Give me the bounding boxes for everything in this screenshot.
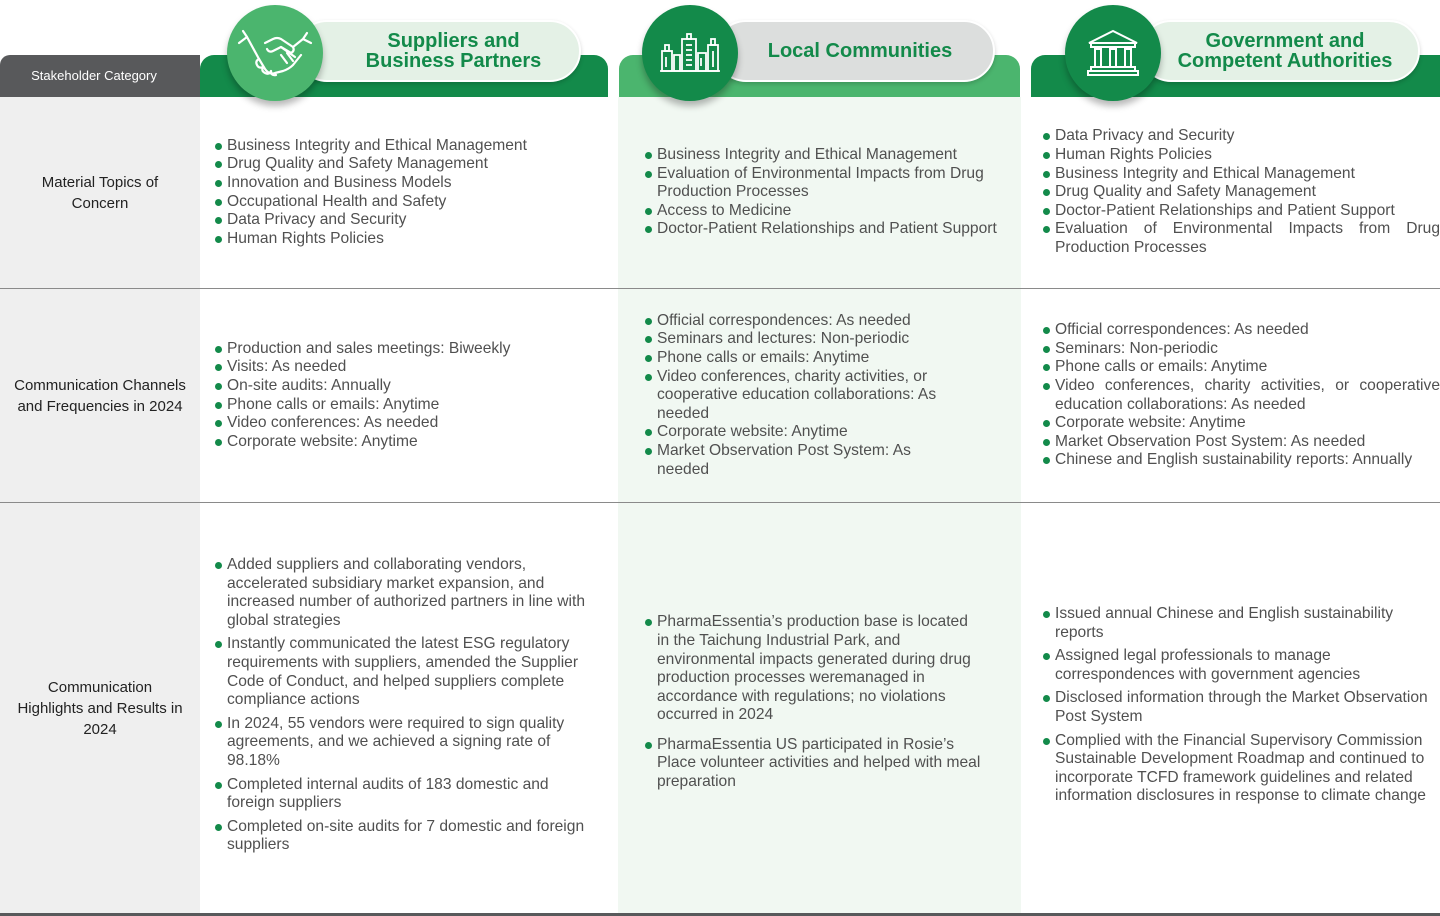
bullet-item: Complied with the Financial Supervisory Commission Sustainable Development Roadmap and continued to incorporate TCFD framework guidelines and related information disclosures in response to climate change bbox=[1042, 732, 1440, 806]
bullet-item: Corporate website: Anytime bbox=[1042, 414, 1440, 433]
bullet-item: Video conferences: As needed bbox=[214, 414, 510, 433]
bullet-item: Drug Quality and Safety Management bbox=[214, 155, 527, 174]
communities-icon-badge bbox=[642, 5, 738, 101]
government-header-title bbox=[1140, 20, 1420, 82]
bullet-item: Data Privacy and Security bbox=[1042, 127, 1440, 146]
bullet-list bbox=[644, 146, 1016, 239]
bullet-item: In 2024, 55 vendors were required to sign quality agreements, and we achieved a signing rate of 98.18% bbox=[214, 715, 598, 771]
bullet-item: Evaluation of Environmental Impacts from Drug Production Processes bbox=[1042, 220, 1440, 257]
communities-cell bbox=[644, 289, 1016, 502]
column-title: Government and Competent Authorities bbox=[1177, 30, 1393, 72]
bullet-item: On-site audits: Annually bbox=[214, 377, 510, 396]
bullet-item: Video conferences, charity activities, or cooperative education collaborations: As needed bbox=[1042, 377, 1440, 414]
bullet-list bbox=[1042, 321, 1440, 470]
handshake-icon bbox=[237, 25, 313, 81]
bullet-list bbox=[214, 137, 527, 249]
bullet-item: Corporate website: Anytime bbox=[644, 423, 954, 442]
bullet-item: Assigned legal professionals to manage correspondences with government agencies bbox=[1042, 647, 1440, 684]
bullet-item: Business Integrity and Ethical Management bbox=[1042, 165, 1440, 184]
bullet-list bbox=[644, 312, 954, 479]
bullet-item: Market Observation Post System: As needed bbox=[1042, 433, 1440, 452]
communities-header-title bbox=[715, 20, 995, 82]
bullet-item: Phone calls or emails: Anytime bbox=[214, 396, 510, 415]
government-cell bbox=[1042, 503, 1440, 913]
city-buildings-icon bbox=[660, 33, 720, 73]
bullet-item: Access to Medicine bbox=[644, 202, 1016, 221]
bullet-item: Doctor-Patient Relationships and Patient Support bbox=[644, 220, 1016, 239]
bullet-item: Phone calls or emails: Anytime bbox=[644, 349, 954, 368]
column-title: Local Communities bbox=[767, 40, 953, 62]
communities-cell bbox=[644, 97, 1016, 288]
bullet-item: Data Privacy and Security bbox=[214, 211, 527, 230]
bullet-item: Issued annual Chinese and English sustainability reports bbox=[1042, 605, 1440, 642]
table-row-communication-highlights bbox=[0, 503, 1440, 913]
stakeholder-category-label: Stakeholder Category bbox=[31, 68, 157, 83]
row-label: Communication Highlights and Results in 2024 bbox=[17, 678, 183, 738]
table-row-communication-channels bbox=[0, 289, 1440, 502]
table-row-material-topics bbox=[0, 97, 1440, 288]
bullet-item: Added suppliers and collaborating vendors, accelerated subsidiary market expansion, and increased number of authorized partners in line with global strategies bbox=[214, 556, 598, 630]
stakeholder-category-header bbox=[0, 55, 200, 97]
bullet-item: Chinese and English sustainability reports: Annually bbox=[1042, 451, 1440, 470]
government-icon-badge bbox=[1065, 5, 1161, 101]
row-label: Material Topics of Concern bbox=[41, 173, 159, 212]
suppliers-cell bbox=[214, 289, 606, 502]
bullet-item: Video conferences, charity activities, or cooperative education collaborations: As needed bbox=[644, 368, 954, 424]
suppliers-icon-badge bbox=[227, 5, 323, 101]
bullet-item: Human Rights Policies bbox=[1042, 146, 1440, 165]
government-building-icon bbox=[1087, 29, 1139, 77]
bullet-item: Instantly communicated the latest ESG regulatory requirements with suppliers, amended the Supplier Code of Conduct, and helped suppliers complete compliance actions bbox=[214, 635, 598, 709]
government-cell bbox=[1042, 97, 1440, 288]
suppliers-cell bbox=[214, 97, 606, 288]
communities-cell bbox=[644, 503, 1016, 913]
bullet-item: Business Integrity and Ethical Management bbox=[644, 146, 1016, 165]
bullet-item: Completed on-site audits for 7 domestic and foreign suppliers bbox=[214, 818, 598, 855]
bullet-item: Visits: As needed bbox=[214, 358, 510, 377]
bullet-item: Doctor-Patient Relationships and Patient Support bbox=[1042, 202, 1440, 221]
bullet-item: Occupational Health and Safety bbox=[214, 193, 527, 212]
bullet-item: Production and sales meetings: Biweekly bbox=[214, 340, 510, 359]
bullet-item: Market Observation Post System: As needed bbox=[644, 442, 954, 479]
bullet-item: Completed internal audits of 183 domestic and foreign suppliers bbox=[214, 776, 598, 813]
bullet-item: Corporate website: Anytime bbox=[214, 433, 510, 452]
bullet-list bbox=[644, 613, 984, 802]
bullet-item: Seminars: Non-periodic bbox=[1042, 340, 1440, 359]
bullet-item: Business Integrity and Ethical Management bbox=[214, 137, 527, 156]
bullet-item: Evaluation of Environmental Impacts from Drug Production Processes bbox=[644, 165, 1016, 202]
bullet-item: Disclosed information through the Market Observation Post System bbox=[1042, 689, 1440, 726]
bullet-item: Official correspondences: As needed bbox=[1042, 321, 1440, 340]
bullet-item: Official correspondences: As needed bbox=[644, 312, 954, 331]
row-label: Communication Channels and Frequencies in 2024 bbox=[14, 376, 186, 415]
bullet-list bbox=[214, 556, 598, 860]
bullet-item: Innovation and Business Models bbox=[214, 174, 527, 193]
bullet-item: Human Rights Policies bbox=[214, 230, 527, 249]
bullet-list bbox=[1042, 127, 1440, 257]
bullet-item: Seminars and lectures: Non-periodic bbox=[644, 330, 954, 349]
bullet-list bbox=[214, 340, 510, 452]
bullet-item: Drug Quality and Safety Management bbox=[1042, 183, 1440, 202]
column-title: Suppliers and Business Partners bbox=[365, 30, 542, 72]
suppliers-cell bbox=[214, 503, 606, 913]
bullet-list bbox=[1042, 605, 1440, 811]
government-cell bbox=[1042, 289, 1440, 502]
bullet-item: Phone calls or emails: Anytime bbox=[1042, 358, 1440, 377]
suppliers-header-title bbox=[296, 20, 581, 82]
bullet-item: PharmaEssentia US participated in Rosie’s Place volunteer activities and helped with meal preparation bbox=[644, 736, 984, 792]
bullet-item: PharmaEssentia’s production base is located in the Taichung Industrial Park, and environmental impacts generated during drug production processes weremanaged in accordance with regulations; no violations occurred in 2024 bbox=[644, 613, 984, 725]
